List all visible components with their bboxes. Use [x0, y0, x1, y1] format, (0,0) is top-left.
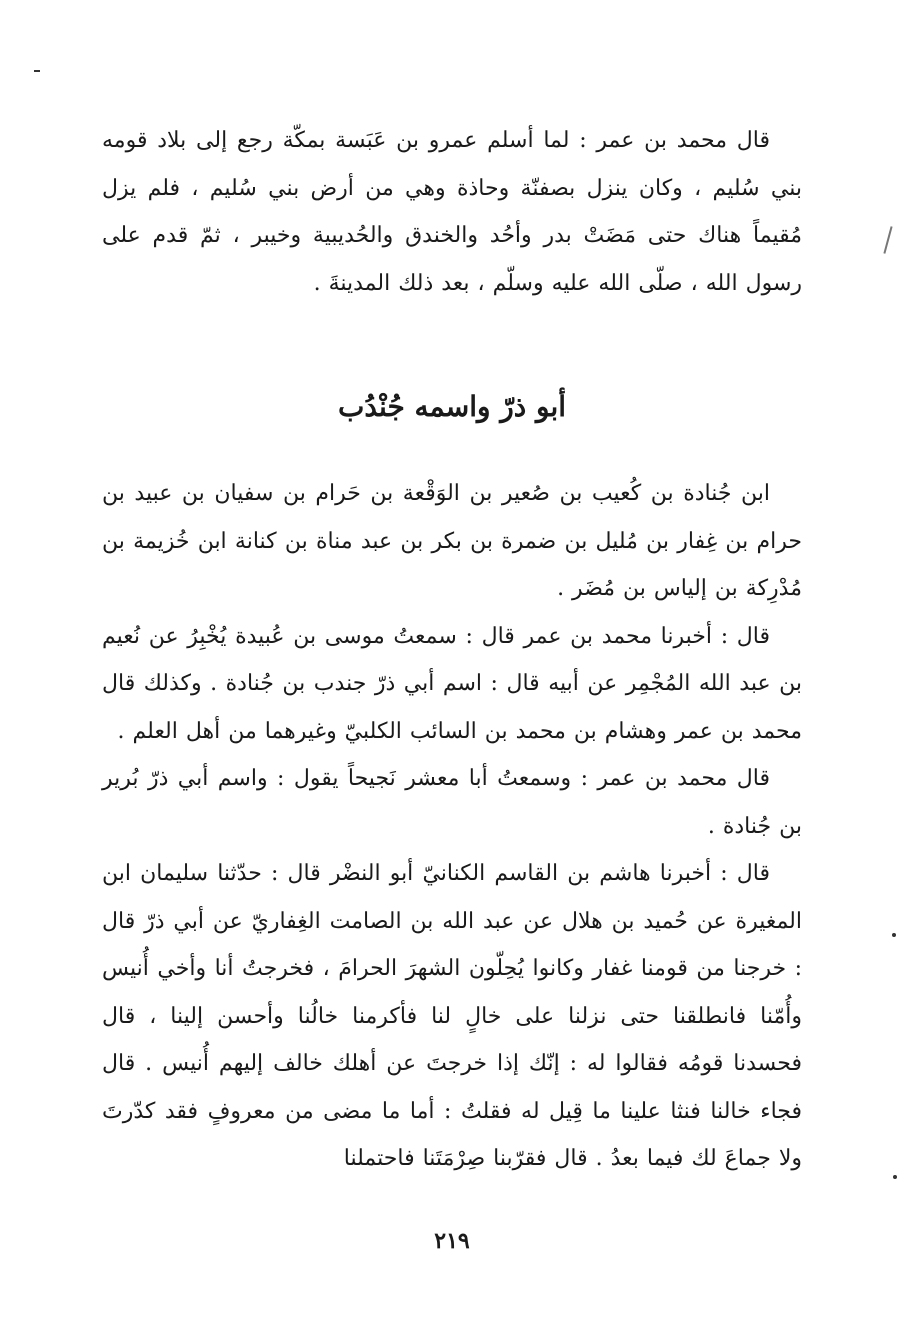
opening-paragraph: قال محمد بن عمر : لما أسلم عمرو بن عَبَسة بمكّة رجع إلى بلاد قومه بني سُليم ، وكان ينزل بصفنّة وحاذة وهي من أرض بني سُليم ، فلم يزل مُقيماً هناك حتى مَضَتْ بدر وأحُد والخندق والحُديبية وخيبر ، ثمّ قدم على رسول الله ، صلّى الله عليه وسلّم ، بعد ذلك المدينةَ . [102, 128, 802, 296]
paragraph-name-report: قال : أخبرنا محمد بن عمر قال : سمعتُ موسى بن عُبيدة يُخْبِرُ عن نُعيم بن عبد الله المُجْمِر عن أبيه قال : اسم أبي ذرّ جندب بن جُنادة . وكذلك قال محمد بن عمر وهشام بن محمد بن السائب الكلبيّ وغيرهما من أهل العلم . [102, 623, 802, 744]
main-text-block [102, 470, 802, 1183]
opening-paragraph-block [102, 117, 802, 307]
paragraph-lineage: ابن جُنادة بن كُعيب بن صُعير بن الوَقْعة بن حَرام بن سفيان بن عبيد بن حرام بن غِفار بن مُليل بن ضمرة بن بكر بن عبد مناة بن كنانة ابن خُزيمة بن مُدْرِكة بن إلياس بن مُضَر . [102, 481, 802, 601]
scan-mark [883, 226, 892, 254]
page-number: ٢١٩ [434, 1228, 470, 1254]
section-heading: أبو ذرّ واسمه جُنْدُب [337, 390, 567, 423]
scan-speck [892, 933, 896, 937]
scan-speck [34, 70, 40, 72]
paragraph-narration: قال : أخبرنا هاشم بن القاسم الكنانيّ أبو النضْر قال : حدّثنا سليمان ابن المغيرة عن حُميد بن هلال عن عبد الله بن الصامت الغِفاريّ عن أبي ذرّ قال : خرجنا من قومنا غفار وكانوا يُحِلّون الشهرَ الحرامَ ، فخرجتُ أنا وأخي أُنيس وأُمّنا فانطلقنا حتى نزلنا على خالٍ لنا فأكرمنا خالُنا وأحسن إلينا ، قال فحسدنا قومُه فقالوا له : إنّك إذا خرجتَ عن أهلك خالف إليهم أُنيس . قال فجاء خالنا فنثا علينا ما قِيل له فقلتُ : أما ما مضى من معروفٍ فقد كدّرتَ ولا جماعَ لك فيما بعدُ . قال فقرّبنا صِرْمَتَنا فاحتملنا [102, 861, 802, 1171]
scan-speck [893, 1175, 897, 1179]
paragraph-alternate-name: قال محمد بن عمر : وسمعتُ أبا معشر نَجيحاً يقول : واسم أبي ذرّ بُرير بن جُنادة . [102, 766, 802, 839]
